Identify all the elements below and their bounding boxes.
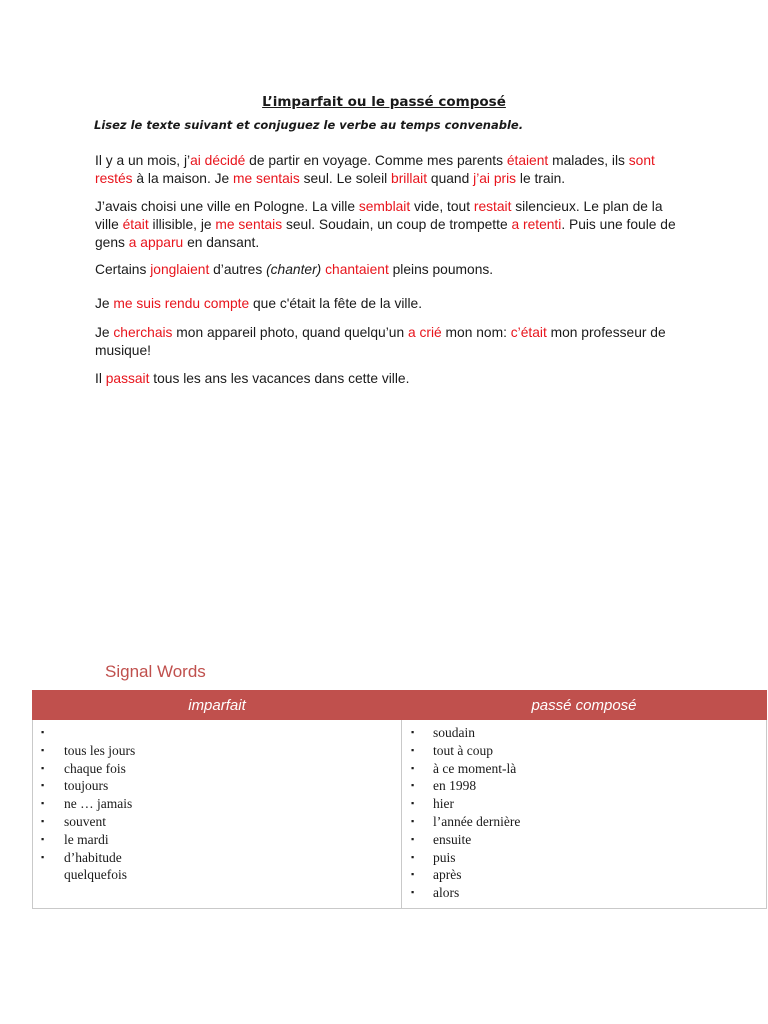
answer-verb: j’ai pris <box>473 171 517 186</box>
answer-verb: restait <box>473 199 512 214</box>
instructions: Lisez le texte suivant et conjuguez le verbe au temps convenable. <box>94 118 524 132</box>
answer-verb: me sentais <box>233 171 300 186</box>
paragraph-2: J’avais choisi une ville en Pologne. La ville semblait vide, tout restait silencieux. Le plan de la ville était illisible, je me sentais seul. Soudain, un coup de trompette a retenti. Puis une foule de gens a apparu en dansant. <box>95 199 676 250</box>
paragraph-4: Je me suis rendu compte que c'était la fête de la ville. <box>95 296 423 311</box>
answer-verb: jonglaient <box>150 262 210 277</box>
list-item: ▪ hier <box>402 795 766 813</box>
answer-verb: chantaient <box>325 262 389 277</box>
paragraph-3: Certains jonglaient d’autres (chanter) chantaient pleins poumons. <box>95 262 494 277</box>
paragraph-5: Je cherchais mon appareil photo, quand quelqu’un a crié mon nom: c’était mon professeur de musique! <box>95 325 666 358</box>
list-item: ▪ après <box>402 866 766 884</box>
answer-verb: a retenti <box>511 217 562 232</box>
answer-verb: sont restés <box>95 153 655 186</box>
list-item: ▪ à ce moment-là <box>402 760 766 778</box>
answer-verb: me sentais <box>215 217 283 232</box>
answer-verb: ai décidé <box>190 153 246 168</box>
list-item: ▪ tous les jours <box>33 742 401 760</box>
list-item: ▪ chaque fois <box>33 760 401 778</box>
passe-compose-cell <box>402 720 767 909</box>
answer-verb: a apparu <box>128 235 184 250</box>
answer-verb: brillait <box>391 171 428 186</box>
list-item: ▪ en 1998 <box>402 777 766 795</box>
list-item: ▪ l’année dernière <box>402 813 766 831</box>
answer-verb: semblait <box>358 199 411 214</box>
list-item: ▪ le mardi <box>33 831 401 849</box>
table-header-row <box>33 691 767 720</box>
column-header-passe-compose: passé composé <box>402 691 767 720</box>
answer-verb: passait <box>105 371 150 386</box>
list-item: ▪ toujours <box>33 777 401 795</box>
table-row <box>33 720 767 909</box>
answer-verb: a crié <box>407 325 442 340</box>
list-item: ▪ d’habitude <box>33 849 401 867</box>
answer-verb: c’était <box>510 325 547 340</box>
list-item: ▪ souvent <box>33 813 401 831</box>
answer-verb: étaient <box>506 153 549 168</box>
answer-verb: cherchais <box>113 325 173 340</box>
list-item: ▪ puis <box>402 849 766 867</box>
answer-verb: était <box>122 217 149 232</box>
signal-words-title: Signal Words <box>105 662 206 681</box>
signal-words-table <box>32 690 767 909</box>
answer-verb: me suis rendu compte <box>113 296 250 311</box>
list-item: ▪ alors <box>402 884 766 902</box>
list-item: quelquefois <box>64 867 127 883</box>
paragraph-6: Il passait tous les ans les vacances dans cette ville. <box>95 371 410 386</box>
list-item: ▪ ne … jamais <box>33 795 401 813</box>
list-item <box>33 724 401 742</box>
list-item: ▪ ensuite <box>402 831 766 849</box>
paragraph-1: Il y a un mois, j’ai décidé de partir en voyage. Comme mes parents étaient malades, ils sont restés à la maison. Je me sentais seul. Le soleil brillait quand j’ai pris le train. <box>95 153 655 186</box>
list-item: ▪ tout à coup <box>402 742 766 760</box>
list-item: ▪ soudain <box>402 724 766 742</box>
infinitive-hint: (chanter) <box>266 262 322 277</box>
imparfait-cell <box>33 720 402 909</box>
column-header-imparfait: imparfait <box>33 691 402 720</box>
page-title: L’imparfait ou le passé composé <box>262 94 506 110</box>
